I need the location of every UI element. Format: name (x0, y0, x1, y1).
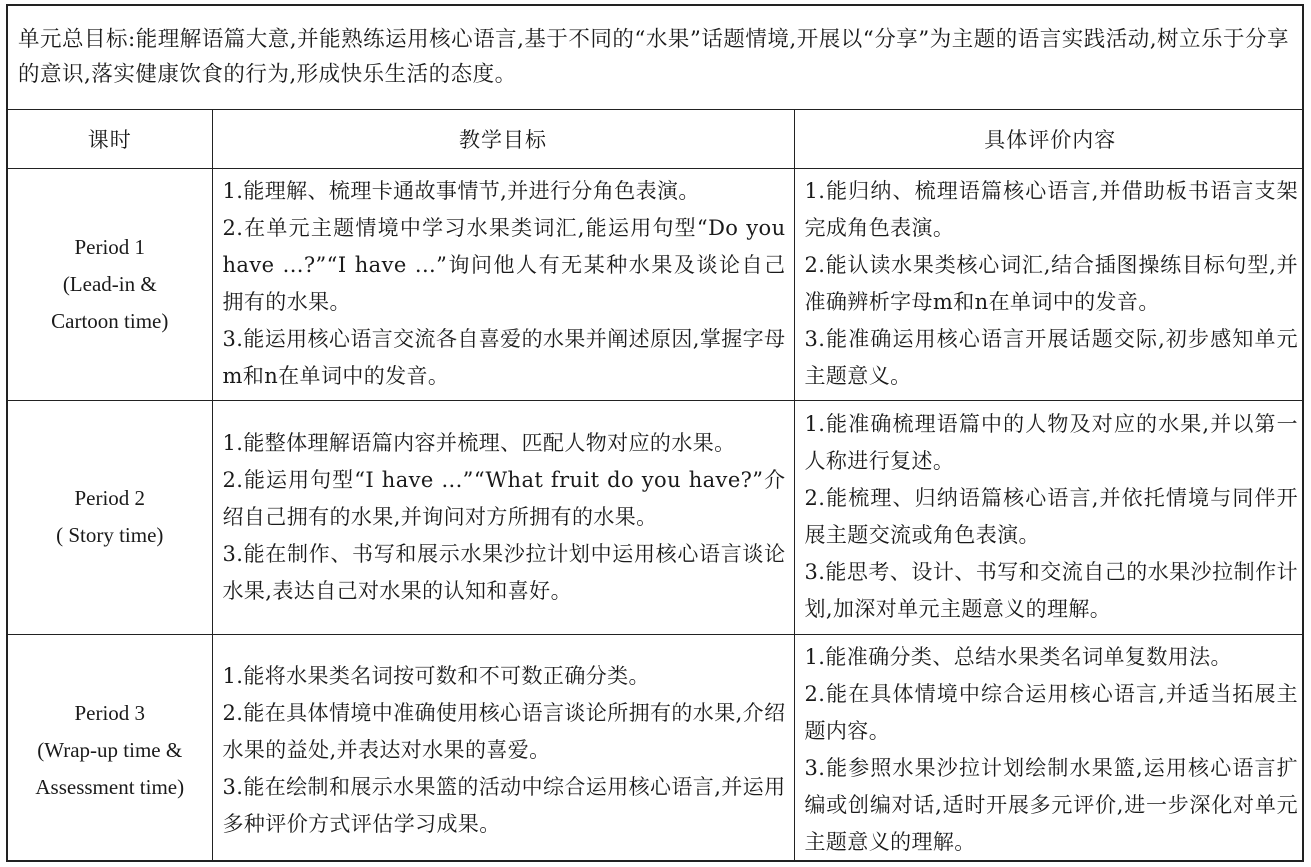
period-sub-2: Cartoon time) (51, 308, 169, 333)
period-cell (8, 634, 212, 862)
period-cell (8, 168, 212, 400)
evaluation-cell (794, 400, 1304, 634)
goal-item: 1.能将水果类名词按可数和不可数正确分类。 (222, 663, 650, 688)
teaching-goals-cell (212, 400, 794, 634)
goal-item: 3.能运用核心语言交流各自喜爱的水果并阐述原因,掌握字母m和n在单词中的发音。 (222, 327, 786, 388)
period-sub-1: (Lead-in & (62, 271, 157, 296)
period-sub-1: ( Story time) (56, 523, 164, 547)
period-name: Period 3 (74, 700, 146, 725)
evaluation-item: 1.能归纳、梳理语篇核心语言,并借助板书语言支架完成角色表演。 (804, 179, 1298, 240)
unit-goal-text: 单元总目标:能理解语篇大意,并能熟练运用核心语言,基于不同的“水果”话题情境,开展以“分享”为主题的语言实践活动,树立乐于分享的意识,落实健康饮食的行为,形成快乐生活的态度。 (8, 6, 1302, 110)
table-row-period-2 (8, 400, 1304, 634)
table-header-row (8, 110, 1304, 168)
goal-item: 3.能在绘制和展示水果篮的活动中综合运用核心语言,并运用多种评价方式评估学习成果。 (222, 774, 786, 836)
period-name: Period 2 (74, 486, 146, 510)
goal-item: 3.能在制作、书写和展示水果沙拉计划中运用核心语言谈论水果,表达自己对水果的认知和喜好。 (222, 541, 786, 603)
evaluation-item: 3.能参照水果沙拉计划绘制水果篮,运用核心语言扩编或创编对话,适时开展多元评价,进一步深化对单元主题意义的理解。 (804, 756, 1298, 855)
goal-item: 1.能理解、梳理卡通故事情节,并进行分角色表演。 (222, 179, 700, 203)
period-cell (8, 400, 212, 634)
header-period: 课时 (8, 110, 212, 168)
period-sub-2: Assessment time) (35, 774, 185, 799)
table-row-period-3 (8, 634, 1304, 862)
header-evaluation-content: 具体评价内容 (794, 110, 1304, 168)
evaluation-item: 1.能准确分类、总结水果类名词单复数用法。 (804, 645, 1232, 670)
goal-item: 1.能整体理解语篇内容并梳理、匹配人物对应的水果。 (222, 430, 736, 455)
period-name: Period 1 (74, 234, 146, 259)
table-row-period-1 (8, 168, 1304, 400)
evaluation-item: 2.能梳理、归纳语篇核心语言,并依托情境与同伴开展主题交流或角色表演。 (804, 486, 1298, 547)
evaluation-item: 3.能思考、设计、书写和交流自己的水果沙拉制作计划,加深对单元主题意义的理解。 (804, 560, 1298, 621)
header-teaching-goals: 教学目标 (212, 110, 794, 168)
teaching-goals-cell (212, 168, 794, 400)
evaluation-item: 1.能准确梳理语篇中的人物及对应的水果,并以第一人称进行复述。 (804, 412, 1298, 473)
lesson-plan-sheet (6, 4, 1304, 862)
goal-item: 2.能运用句型“I have ...”“What fruit do you have?”介绍自己拥有的水果,并询问对方所拥有的水果。 (222, 467, 786, 529)
goal-item: 2.在单元主题情境中学习水果类词汇,能运用句型“Do you have ...?”“I have ...”询问他人有无某种水果及谈论自己拥有的水果。 (222, 216, 786, 314)
evaluation-cell (794, 634, 1304, 862)
evaluation-item: 2.能在具体情境中综合运用核心语言,并适当拓展主题内容。 (804, 682, 1298, 744)
evaluation-cell (794, 168, 1304, 400)
teaching-goals-cell (212, 634, 794, 862)
evaluation-item: 3.能准确运用核心语言开展话题交际,初步感知单元主题意义。 (804, 327, 1298, 388)
evaluation-item: 2.能认读水果类核心词汇,结合插图操练目标句型,并准确辨析字母m和n在单词中的发音。 (804, 253, 1298, 314)
goal-item: 2.能在具体情境中准确使用核心语言谈论所拥有的水果,介绍水果的益处,并表达对水果的喜爱。 (222, 700, 786, 762)
lesson-evaluation-table (8, 110, 1304, 862)
period-sub-1: (Wrap-up time & (37, 737, 183, 762)
